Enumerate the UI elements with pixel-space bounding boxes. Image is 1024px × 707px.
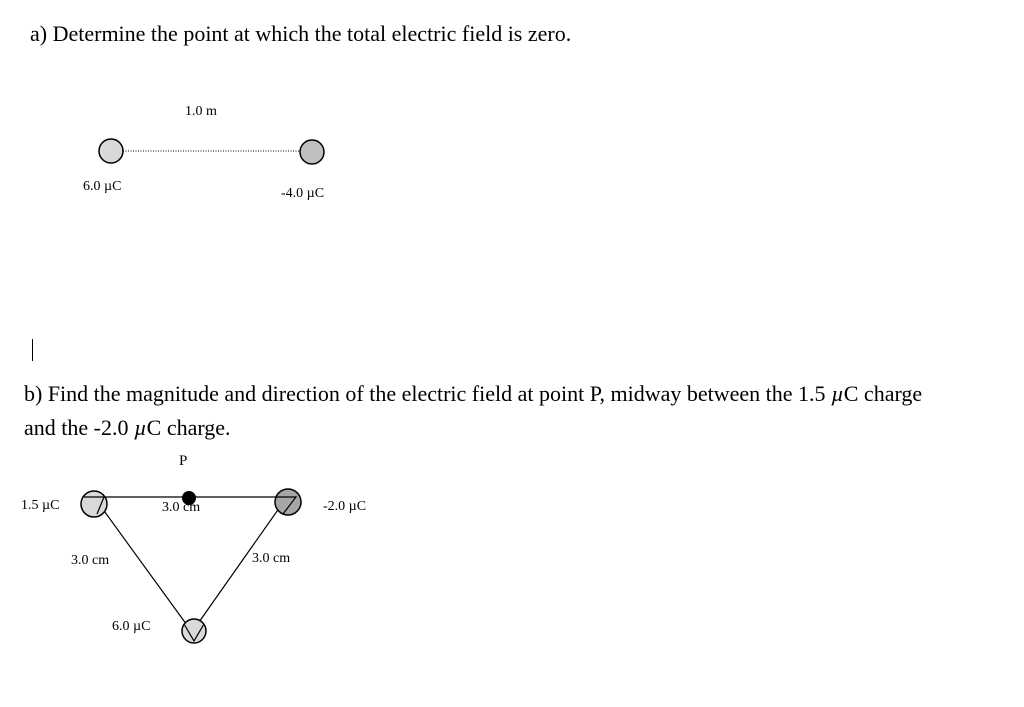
charge-top-left bbox=[81, 491, 107, 517]
charge-left-label-a: 6.0 µC bbox=[83, 179, 122, 194]
charge-right-label-a: -4.0 µC bbox=[281, 186, 325, 201]
question-b-line1: b) Find the magnitude and direction of the electric field at point P, midway between the 1.5 µC charge bbox=[24, 381, 923, 406]
question-a: a) Determine the point at which the total electric field is zero. bbox=[30, 21, 572, 46]
charge-bottom-label: 6.0 µC bbox=[112, 619, 151, 634]
text-cursor bbox=[32, 339, 33, 361]
charge-positive-a bbox=[99, 139, 123, 163]
side-top-label: 3.0 cm bbox=[162, 500, 201, 515]
distance-label-a: 1.0 m bbox=[185, 104, 217, 119]
charge-bottom bbox=[182, 619, 206, 643]
charge-negative-a bbox=[300, 140, 324, 164]
charge-top-right-label: -2.0 µC bbox=[323, 499, 367, 514]
side-left-label: 3.0 cm bbox=[71, 553, 110, 568]
point-p-label: P bbox=[179, 453, 188, 469]
question-b-line2: and the -2.0 µC charge. bbox=[24, 415, 231, 440]
side-right-label: 3.0 cm bbox=[252, 551, 291, 566]
charge-top-right bbox=[275, 489, 301, 515]
charge-top-left-label: 1.5 µC bbox=[21, 498, 60, 513]
